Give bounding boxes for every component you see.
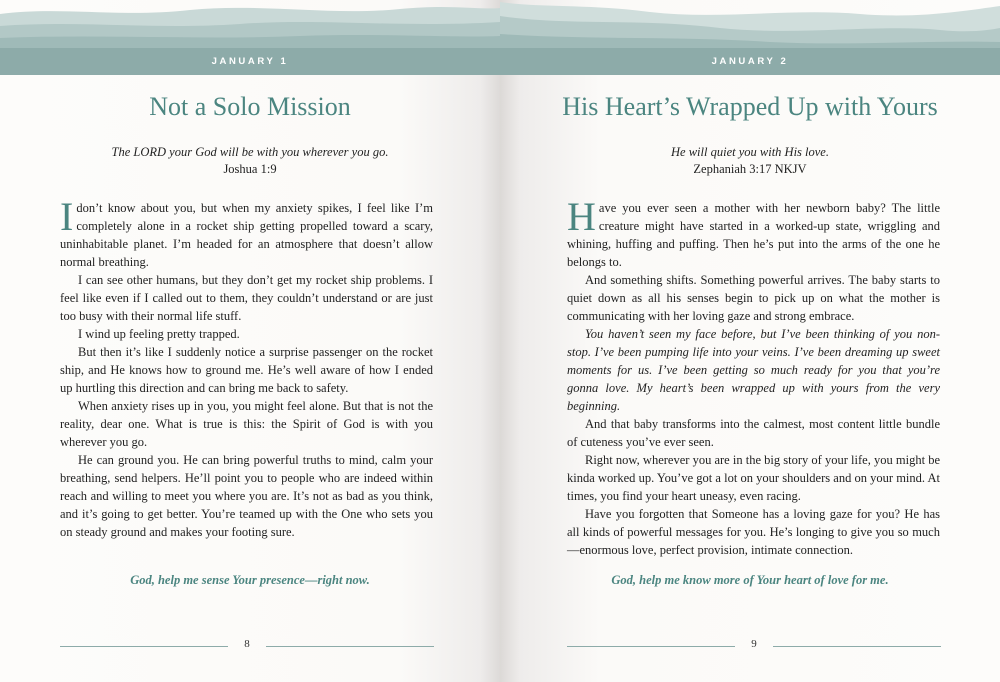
- closing-prayer: God, help me know more of Your heart of love for me.: [611, 573, 889, 587]
- scripture-verse: [500, 144, 1000, 178]
- paragraph: Have you ever seen a mother with her newborn baby? The little creature might have started in a worked-up state, wriggling and whining, huffing and puffing. Then he’s put into the arms of the one he belongs to.: [567, 194, 940, 269]
- page-number: 8: [244, 638, 250, 650]
- drop-cap: H: [567, 194, 596, 239]
- paragraph: He can ground you. He can bring powerful truths to mind, calm your breathing, send helpers. He’ll point you to people who are indeed within reach and willing to meet you where you are. It’s not as bad as you think, and it’s going to get better. You’re teamed up with the One who sets you on steady ground and makes your footing sure.: [60, 453, 433, 539]
- verse-text: He will quiet you with His love.: [671, 145, 829, 159]
- scripture-verse: [0, 144, 500, 178]
- date-header: JANUARY 2: [500, 48, 1000, 75]
- paragraph: And something shifts. Something powerful arrives. The baby starts to quiet down as all his senses begin to pick up on what the mother is communicating with her loving gaze and strong embrace.: [567, 273, 940, 323]
- verse-reference: Zephaniah 3:17 NKJV: [693, 162, 807, 176]
- verse-reference: Joshua 1:9: [223, 162, 277, 176]
- footer-rule: [266, 646, 434, 647]
- paragraph: I don’t know about you, but when my anxiety spikes, I feel like I’m completely alone in a rocket ship getting propelled toward a scary, uninhabitable planet. I’m headed for an atmosphere that doesn’t allow normal breathing.: [60, 194, 433, 269]
- watercolor-wash-left: [0, 0, 500, 48]
- paragraph: I wind up feeling pretty trapped.: [78, 327, 240, 341]
- devotional-body: [60, 194, 433, 541]
- date-header: JANUARY 1: [0, 48, 500, 75]
- paragraph: When anxiety rises up in you, you might feel alone. But that is not the reality, dear one. What is true is this: the Spirit of God is with you wherever you go.: [60, 399, 433, 449]
- paragraph: You haven’t seen my face before, but I’ve been thinking of you non-stop. I’ve been pumping life into your veins. I’ve been dreaming up sweet moments for us. I’ve been getting so much ready for you that you’re gonna love. My heart’s been wrapped up with yours from the very beginning.: [567, 327, 940, 413]
- verse-text: The LORD your God will be with you wherever you go.: [111, 145, 389, 159]
- page-title: Not a Solo Mission: [149, 92, 351, 121]
- paragraph: But then it’s like I suddenly notice a surprise passenger on the rocket ship, and He knows how to ground me. He’s well aware of how I ended up hurtling this direction and can bring me back to safety.: [60, 345, 433, 395]
- devotional-body: [567, 194, 940, 559]
- footer-rule: [60, 646, 228, 647]
- page-number: 9: [751, 638, 757, 650]
- page-title: His Heart’s Wrapped Up with Yours: [562, 92, 938, 121]
- paragraph: I can see other humans, but they don’t get my rocket ship problems. I feel like even if I called out to them, they couldn’t understand or are just too busy with their normal life stuff.: [60, 273, 433, 323]
- watercolor-wash-right: [500, 0, 1000, 48]
- right-page: [500, 0, 1000, 682]
- footer-rule: [567, 646, 735, 647]
- paragraph: Right now, wherever you are in the big story of your life, you might be kinda worked up. You’ve got a lot on your shoulders and on your mind. At times, you find your heart uneasy, even racing.: [567, 453, 940, 503]
- closing-prayer: God, help me sense Your presence—right now.: [130, 573, 370, 587]
- drop-cap: I: [60, 194, 74, 239]
- paragraph: And that baby transforms into the calmest, most content little bundle of cuteness you’ve ever seen.: [567, 417, 940, 449]
- footer-rule: [773, 646, 941, 647]
- paragraph: Have you forgotten that Someone has a loving gaze for you? He has all kinds of powerful messages for you. He’s longing to give you so much—enormous love, perfect provision, intimate connection.: [567, 507, 940, 557]
